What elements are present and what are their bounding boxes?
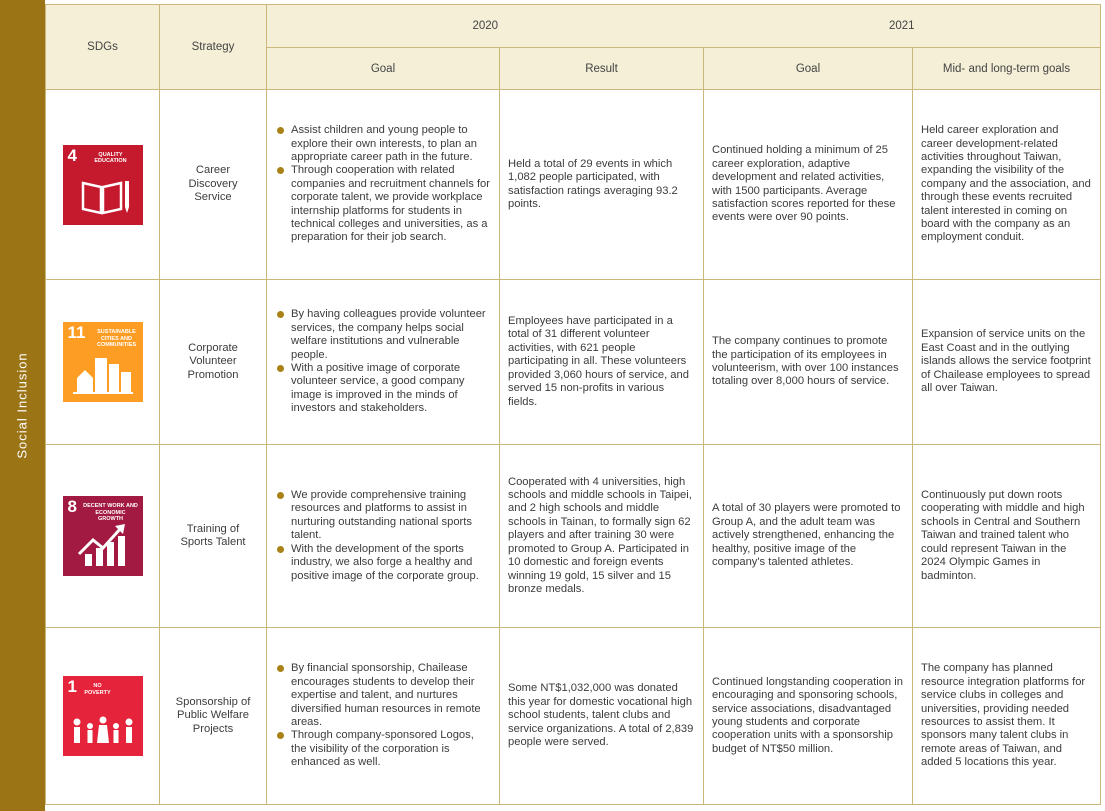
- long-term-cell: Continuously put down roots cooperating with middle and high schools in Central and Southern Taiwan and trained talent who could represent Taiwan in the 2024 Olympic Games in badminton.: [913, 445, 1101, 628]
- sdg-cell: [46, 90, 160, 280]
- header-strategy: Strategy: [160, 5, 267, 90]
- goal-2021-cell: A total of 30 players were promoted to Group A, and the adult team was actively strengthened, enhancing the healthy, positive image of the company's talented athletes.: [704, 445, 913, 628]
- result-cell: Employees have participated in a total of 31 different volunteer activities, with 621 people participating in all. These volunteers provided 3,060 hours of service, and served 15 non-profits in various fields.: [500, 280, 704, 445]
- header-goal-2020: Goal: [267, 48, 500, 90]
- long-term-cell: The company has planned resource integration platforms for service clubs in colleges and universities, providing needed resources to assist them. It sponsors many talent clubs in remote areas of Taiwan, and added 5 locations this year.: [913, 628, 1101, 805]
- goal-2020-cell: [267, 445, 500, 628]
- goal-2020-cell: [267, 280, 500, 445]
- sdg-1-badge: 1 NO POVERTY: [63, 676, 143, 756]
- list-item: Through cooperation with related companies and recruitment channels for corporate talent, we provide workplace internship platforms for students in technical colleges and universities, as a preparation for their job search.: [275, 164, 491, 244]
- strategy-cell: Sponsorship of Public Welfare Projects: [160, 628, 267, 805]
- header-result: Result: [500, 48, 704, 90]
- goal-2020-cell: [267, 628, 500, 805]
- goal-2021-cell: Continued holding a minimum of 25 career exploration, adaptive development and related activities, with 1500 participants. Average satisfaction scores reported for these events were over 90 points.: [704, 90, 913, 280]
- header-sdgs: SDGs: [46, 5, 160, 90]
- header-year-2021: 2021: [704, 5, 1101, 48]
- sdg-cell: [46, 445, 160, 628]
- family-icon: [63, 676, 143, 756]
- header-goal-2021: Goal: [704, 48, 913, 90]
- long-term-cell: Held career exploration and career development-related activities throughout Taiwan, expanding the visibility of the company and the association, and through these events recruited talent interested in coming on board with the company as an employment conduit.: [913, 90, 1101, 280]
- table-row: [46, 445, 1101, 628]
- table-row: [46, 90, 1101, 280]
- long-term-cell: Expansion of service units on the East Coast and in the outlying islands allows the service footprint of Chailease employees to spread all over Taiwan.: [913, 280, 1101, 445]
- list-item: We provide comprehensive training resources and platforms to assist in nurturing outstanding national sports talent.: [275, 489, 491, 543]
- strategy-cell: Career Discovery Service: [160, 90, 267, 280]
- growth-chart-icon: [63, 496, 143, 576]
- list-item: With the development of the sports industry, we also forge a healthy and positive image of the corporate group.: [275, 543, 491, 583]
- header-long-term: Mid- and long-term goals: [913, 48, 1101, 90]
- sdg-4-badge: 4 QUALITY EDUCATION: [63, 145, 143, 225]
- goal-2021-cell: The company continues to promote the participation of its employees in volunteerism, with over 100 instances totaling over 8,000 hours of service.: [704, 280, 913, 445]
- table-row: [46, 628, 1101, 805]
- table-row: [46, 280, 1101, 445]
- sdg-8-badge: 8 DECENT WORK AND ECONOMIC GROWTH: [63, 496, 143, 576]
- list-item: By financial sponsorship, Chailease encourages students to develop their expertise and talent, and nurtures diversified human resources in remote areas.: [275, 662, 491, 729]
- sdg-cell: [46, 280, 160, 445]
- strategy-cell: Training of Sports Talent: [160, 445, 267, 628]
- book-icon: [63, 145, 143, 225]
- sidebar-category: [0, 0, 45, 811]
- result-cell: Cooperated with 4 universities, high schools and middle schools in Taipei, and 2 high schools and middle schools in Tainan, to formally sign 62 players and after training 30 were promoted to Group A. Participated in 10 domestic and foreign events winning 19 gold, 15 silver and 15 bronze medals.: [500, 445, 704, 628]
- list-item: By having colleagues provide volunteer services, the company helps social welfare institutions and vulnerable people.: [275, 308, 491, 362]
- list-item: Assist children and young people to explore their own interests, to plan an appropriate career path in the future.: [275, 124, 491, 164]
- sdg-cell: [46, 628, 160, 805]
- result-cell: Held a total of 29 events in which 1,082 people participated, with satisfaction ratings averaging 93.2 points.: [500, 90, 704, 280]
- goal-2020-cell: [267, 90, 500, 280]
- result-cell: Some NT$1,032,000 was donated this year for domestic vocational high school students, talent clubs and service organizations. A total of 2,839 people were served.: [500, 628, 704, 805]
- goal-2021-cell: Continued longstanding cooperation in encouraging and sponsoring schools, service associations, disadvantaged young students and corporate cooperation units with a sponsorship budget of NT$50 million.: [704, 628, 913, 805]
- list-item: With a positive image of corporate volunteer service, a good company image is improved in the minds of investors and stakeholders.: [275, 362, 491, 416]
- city-icon: [63, 322, 143, 402]
- header-year-2020: 2020: [267, 5, 704, 48]
- list-item: Through company-sponsored Logos, the visibility of the corporation is enhanced as well.: [275, 729, 491, 769]
- strategy-cell: Corporate Volunteer Promotion: [160, 280, 267, 445]
- sdg-11-badge: 11 SUSTAINABLE CITIES AND COMMUNITIES: [63, 322, 143, 402]
- sdg-strategy-table: [45, 4, 1101, 805]
- sidebar-label: Social Inclusion: [15, 352, 31, 459]
